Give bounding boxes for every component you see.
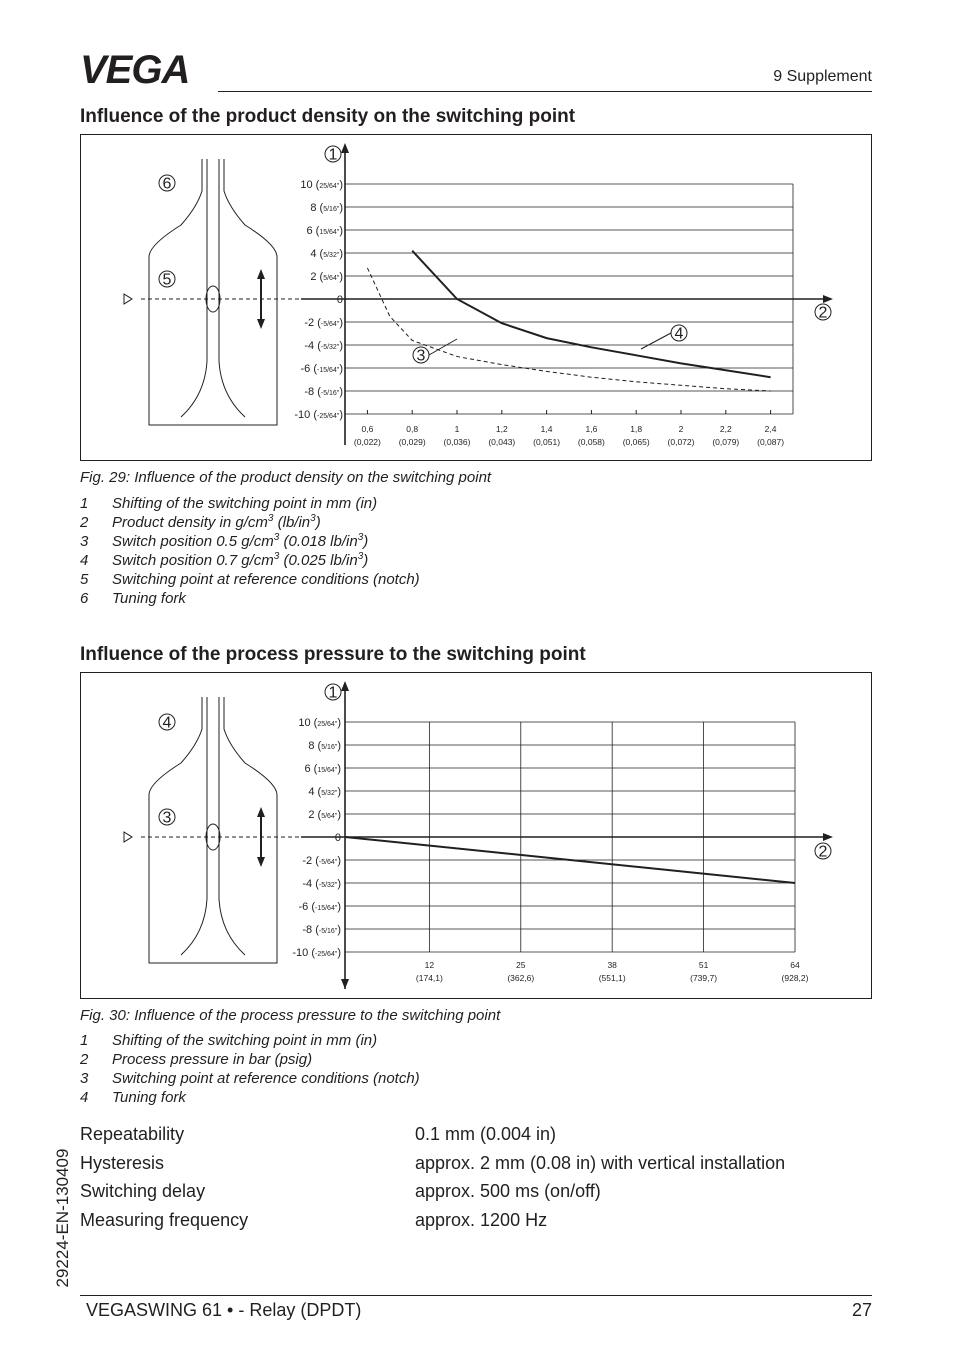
y-tick-label: 10 (25/64") [300, 179, 343, 191]
marker-label: 1 [328, 146, 338, 164]
spec-value: approx. 1200 Hz [415, 1209, 548, 1230]
spec-row [80, 1210, 872, 1239]
spec-value: 0.1 mm (0.004 in) [415, 1124, 557, 1144]
marker-label: 2 [818, 843, 828, 861]
x-tick-label: 1,6 [585, 424, 598, 434]
y-tick-label: 6 (15/64") [304, 763, 341, 775]
vega-logo [80, 50, 212, 86]
spec-label: Measuring frequency [80, 1209, 249, 1230]
y-tick-label: -2 (-5/64") [302, 855, 341, 867]
arrow-down-icon [257, 857, 265, 867]
x-tick-label: 1,8 [630, 424, 643, 434]
legend-text: Switch position 0.5 $g/cm^3$ (0.018 $lb/in^3$) [112, 532, 369, 550]
x-tick-sublabel: (0,043) [488, 437, 516, 447]
arrow-down-icon [257, 319, 265, 329]
legend-text: Shifting of the switching point in mm (in) [112, 1032, 378, 1049]
spec-label: Repeatability [80, 1124, 185, 1144]
y-tick-label: -6 (-15/64") [298, 901, 341, 913]
y-tick-label: -4 (-5/32") [302, 878, 341, 890]
marker-label: 1 [328, 684, 338, 702]
x-tick-label: 51 [698, 960, 709, 970]
x-tick-sublabel: (0,036) [443, 437, 471, 447]
spec-value: approx. 2 mm (0.08 in) with vertical installation [415, 1152, 786, 1173]
legend-text: Shifting of the switching point in mm (in) [112, 495, 378, 512]
x-axis-arrow-icon [823, 295, 833, 303]
figure-caption-density: Fig. 29: Influence of the product density on the switching point [80, 469, 492, 486]
logo-wordmark: VEGA [80, 50, 190, 86]
spec-label: Switching delay [80, 1181, 206, 1201]
x-tick-sublabel: (0,029) [398, 437, 426, 447]
legend-text: Tuning fork [112, 1089, 186, 1106]
x-tick-label: 25 [516, 960, 526, 970]
spec-table [80, 1124, 872, 1238]
spec-row [80, 1181, 872, 1210]
legend-text: Product density in $g/cm^3$ $(lb/in^3)$ [112, 513, 321, 531]
legend-number: 6 [80, 590, 89, 607]
notch-pointer-icon [124, 832, 132, 842]
x-tick-label: 2,4 [764, 424, 777, 434]
legend-text: Tuning fork [112, 590, 186, 607]
x-tick-label: 1,4 [540, 424, 553, 434]
spec-row [80, 1124, 872, 1153]
x-tick-label: 0,6 [361, 424, 374, 434]
y-tick-label: -2 (-5/64") [304, 317, 343, 329]
y-tick-label: 2 (5/64") [308, 809, 341, 821]
y-tick-label: 2 (5/64") [310, 271, 343, 283]
section-heading-density: Influence of the product density on the switching point [80, 106, 576, 127]
y-tick-label: 0 [334, 832, 341, 844]
x-tick-label: 38 [607, 960, 617, 970]
marker-label: 5 [162, 271, 172, 289]
x-tick-label: 1,2 [495, 424, 508, 434]
section-label: 9 Supplement [773, 68, 872, 85]
tuning-fork-tine-right [219, 159, 245, 417]
y-tick-label: 8 (5/16") [308, 740, 341, 752]
tuning-fork-outline [149, 697, 277, 963]
y-tick-label: -10 (-25/64") [294, 409, 343, 421]
tuning-fork-outline [149, 159, 277, 425]
figure-density [80, 134, 872, 461]
y-tick-label: -8 (-5/16") [302, 924, 341, 936]
document-id: 29224-EN-130409 [53, 1148, 72, 1288]
legend-number: 3 [80, 533, 89, 550]
figure-pressure [80, 672, 872, 999]
x-tick-sublabel: (362,6) [507, 973, 535, 983]
x-tick-sublabel: (0,072) [667, 437, 695, 447]
marker-label: 4 [162, 714, 172, 732]
legend-number: 5 [80, 571, 89, 588]
legend-number: 3 [80, 1070, 89, 1087]
y-tick-label: -6 (-15/64") [300, 363, 343, 375]
tuning-fork-tine-left [181, 159, 207, 417]
footer-rule [80, 1295, 872, 1296]
y-tick-label: -4 (-5/32") [304, 340, 343, 352]
marker-label: 6 [162, 175, 172, 193]
x-tick-sublabel: (551,1) [598, 973, 626, 983]
legend-number: 2 [80, 1051, 89, 1068]
legend-number: 4 [80, 552, 89, 569]
spec-row [80, 1153, 872, 1182]
page-number: 27 [851, 1300, 872, 1320]
x-tick-sublabel: (0,087) [757, 437, 785, 447]
marker-4-leader [641, 333, 671, 349]
x-tick-sublabel: (0,058) [577, 437, 605, 447]
legend-number: 1 [80, 495, 89, 512]
legend-text: Switching point at reference conditions (notch) [112, 1070, 420, 1087]
y-axis-arrow-icon [341, 143, 349, 153]
marker-label: 3 [416, 347, 426, 365]
arrow-up-icon [257, 269, 265, 279]
x-tick-sublabel: (739,7) [690, 973, 718, 983]
x-tick-sublabel: (0,022) [353, 437, 381, 447]
x-tick-sublabel: (928,2) [781, 973, 809, 983]
x-axis-arrow-icon [823, 833, 833, 841]
x-tick-label: 1 [454, 424, 460, 434]
figure-caption-pressure: Fig. 30: Influence of the process pressure to the switching point [80, 1007, 501, 1024]
notch-pointer-icon [124, 294, 132, 304]
legend-number: 4 [80, 1089, 89, 1106]
arrow-up-icon [257, 807, 265, 817]
legend-number: 2 [80, 514, 89, 531]
marker-label: 4 [674, 325, 684, 343]
y-axis-down-arrow-icon [341, 979, 349, 989]
x-tick-label: 64 [790, 960, 800, 970]
footer-title: VEGASWING 61 • - Relay (DPDT) [86, 1300, 362, 1320]
y-tick-label: 8 (5/16") [310, 202, 343, 214]
legend-text: Switch position 0.7 $g/cm^3$ (0.025 $lb/in^3$) [112, 551, 369, 569]
x-tick-sublabel: (0,051) [533, 437, 561, 447]
marker-label: 3 [162, 809, 172, 827]
legend-text: Process pressure in bar (psig) [112, 1051, 313, 1068]
y-tick-label: 6 (15/64") [306, 225, 343, 237]
y-axis-arrow-icon [341, 681, 349, 691]
legend-number: 1 [80, 1032, 89, 1049]
y-tick-label: 10 (25/64") [298, 717, 341, 729]
chart-pressure [81, 673, 873, 1000]
header-rule [218, 91, 872, 92]
x-tick-sublabel: (0,079) [712, 437, 740, 447]
section-heading-pressure: Influence of the process pressure to the switching point [80, 644, 586, 665]
legend-text: Switching point at reference conditions (notch) [112, 571, 420, 588]
x-tick-label: 2 [678, 424, 684, 434]
marker-3-leader [429, 339, 457, 355]
tuning-fork-tine-right [219, 697, 245, 955]
tuning-fork-tine-left [181, 697, 207, 955]
y-tick-label: 4 (5/32") [308, 786, 341, 798]
spec-value: approx. 500 ms (on/off) [415, 1181, 601, 1201]
marker-label: 2 [818, 304, 828, 322]
spec-label: Hysteresis [80, 1152, 165, 1173]
x-tick-label: 2,2 [719, 424, 732, 434]
y-tick-label: 0 [336, 294, 343, 306]
series-line-0.5 [367, 268, 770, 391]
chart-density [81, 135, 873, 462]
x-tick-sublabel: (0,065) [622, 437, 650, 447]
x-tick-label: 12 [424, 960, 435, 970]
y-tick-label: -8 (-5/16") [304, 386, 343, 398]
x-tick-label: 0,8 [406, 424, 419, 434]
y-tick-label: 4 (5/32") [310, 248, 343, 260]
x-tick-sublabel: (174,1) [415, 973, 443, 983]
y-tick-label: -10 (-25/64") [292, 947, 341, 959]
